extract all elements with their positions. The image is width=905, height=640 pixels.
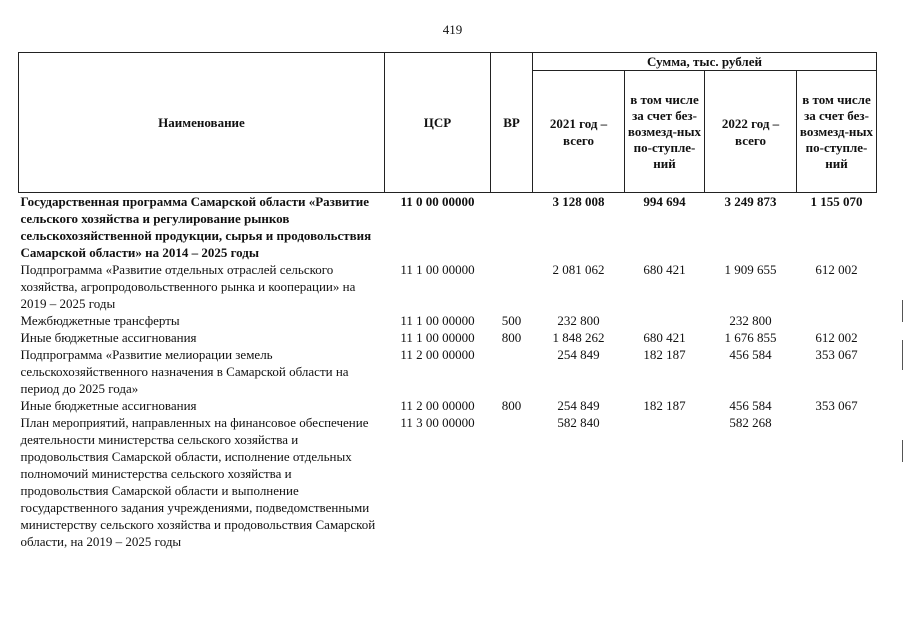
table-cell-name: План мероприятий, направленных на финансовое обеспечение деятельности министерства сельского хозяйства и продовольствия Самарской области, исполнение отдельных полномочий министерства сельского хозяйства и продовольствия Самарской области и выполнение государственного задания учреждениями, подведомственными министерству сельского хозяйства и продовольствия Самарской области, на 2019 – 2025 годы bbox=[20, 415, 376, 549]
table-cell-2021-incl: 182 187 bbox=[643, 398, 686, 413]
table-cell-2022-total: 1 676 855 bbox=[724, 330, 777, 345]
header-2021-incl: в том числе за счет без-возмезд-ных по-ступле-ний bbox=[625, 71, 705, 193]
table-cell-csr: 11 0 00 00000 bbox=[400, 194, 475, 209]
table-cell-2021-total: 232 800 bbox=[557, 313, 600, 328]
table-body bbox=[19, 193, 877, 551]
header-csr: ЦСР bbox=[385, 53, 491, 193]
budget-table bbox=[18, 52, 877, 550]
table-cell-2021-total: 582 840 bbox=[557, 415, 600, 430]
table-cell-name: Иные бюджетные ассигнования bbox=[20, 330, 197, 345]
table-cell-vr: 800 bbox=[501, 330, 522, 345]
table-cell-2022-incl: 353 067 bbox=[815, 398, 858, 413]
table-row bbox=[19, 414, 877, 550]
table-cell-vr: 800 bbox=[501, 398, 522, 413]
table-cell-vr bbox=[491, 346, 533, 397]
table-row bbox=[19, 346, 877, 397]
table-cell-2022-incl: 612 002 bbox=[815, 262, 858, 277]
table-cell-2021-total: 254 849 bbox=[557, 398, 600, 413]
table-cell-vr bbox=[491, 414, 533, 550]
table-cell-name: Иные бюджетные ассигнования bbox=[20, 398, 197, 413]
table-cell-name: Подпрограмма «Развитие мелиорации земель сельскохозяйственного назначения в Самарской области на период до 2025 года» bbox=[20, 347, 349, 396]
table-cell-2022-incl bbox=[797, 414, 877, 550]
header-2022-incl: в том числе за счет без-возмезд-ных по-ступле-ний bbox=[797, 71, 877, 193]
table-cell-name: Подпрограмма «Развитие отдельных отраслей сельского хозяйства, агропродовольственного рынка и кооперации» на 2019 – 2025 годы bbox=[20, 262, 356, 311]
table-cell-2021-total: 254 849 bbox=[557, 347, 600, 362]
margin-mark bbox=[902, 340, 903, 370]
table-cell-csr: 11 2 00 00000 bbox=[400, 398, 475, 413]
header-2021-total: 2021 год – всего bbox=[533, 71, 625, 193]
header-name: Наименование bbox=[19, 53, 385, 193]
table-cell-vr bbox=[491, 193, 533, 262]
header-vr: ВР bbox=[491, 53, 533, 193]
table-row bbox=[19, 329, 877, 346]
table-cell-2022-incl: 353 067 bbox=[815, 347, 858, 362]
table-row bbox=[19, 193, 877, 262]
table-cell-2022-incl: 612 002 bbox=[815, 330, 858, 345]
table-cell-2021-total: 1 848 262 bbox=[552, 330, 605, 345]
header-sum-group: Сумма, тыс. рублей bbox=[533, 53, 877, 71]
table-cell-2022-total: 456 584 bbox=[729, 398, 772, 413]
table-cell-csr: 11 1 00 00000 bbox=[400, 330, 475, 345]
table-cell-2022-incl: 1 155 070 bbox=[810, 194, 863, 209]
table-cell-2021-incl bbox=[625, 312, 705, 329]
header-2022-total: 2022 год – всего bbox=[705, 71, 797, 193]
table-cell-name: Государственная программа Самарской области «Развитие сельского хозяйства и регулирование рынков сельскохозяйственной продукции, сырья и продовольствия Самарской области» на 2014 – 2025 годы bbox=[20, 194, 372, 260]
table-cell-csr: 11 1 00 00000 bbox=[400, 262, 475, 277]
table-row bbox=[19, 312, 877, 329]
table-cell-vr: 500 bbox=[501, 313, 522, 328]
table-cell-name: Межбюджетные трансферты bbox=[20, 313, 180, 328]
table-cell-2022-incl bbox=[797, 312, 877, 329]
table-cell-csr: 11 2 00 00000 bbox=[400, 347, 475, 362]
table-cell-csr: 11 3 00 00000 bbox=[400, 415, 475, 430]
table-cell-2021-total: 2 081 062 bbox=[552, 262, 605, 277]
table-cell-2022-total: 1 909 655 bbox=[724, 262, 777, 277]
margin-mark bbox=[902, 300, 903, 322]
table-cell-2021-incl: 680 421 bbox=[643, 330, 686, 345]
table-cell-2021-incl: 680 421 bbox=[643, 262, 686, 277]
table-cell-2021-incl: 182 187 bbox=[643, 347, 686, 362]
table-cell-2021-incl: 994 694 bbox=[643, 194, 686, 209]
table-row bbox=[19, 397, 877, 414]
table-cell-2022-total: 3 249 873 bbox=[724, 194, 777, 209]
table-cell-2022-total: 232 800 bbox=[729, 313, 772, 328]
margin-mark bbox=[902, 440, 903, 462]
table-cell-2021-incl bbox=[625, 414, 705, 550]
table-cell-vr bbox=[491, 261, 533, 312]
table-cell-csr: 11 1 00 00000 bbox=[400, 313, 475, 328]
page-number: 419 bbox=[442, 22, 463, 37]
table-cell-2021-total: 3 128 008 bbox=[552, 194, 605, 209]
table-row bbox=[19, 261, 877, 312]
table-cell-2022-total: 456 584 bbox=[729, 347, 772, 362]
table-cell-2022-total: 582 268 bbox=[729, 415, 772, 430]
